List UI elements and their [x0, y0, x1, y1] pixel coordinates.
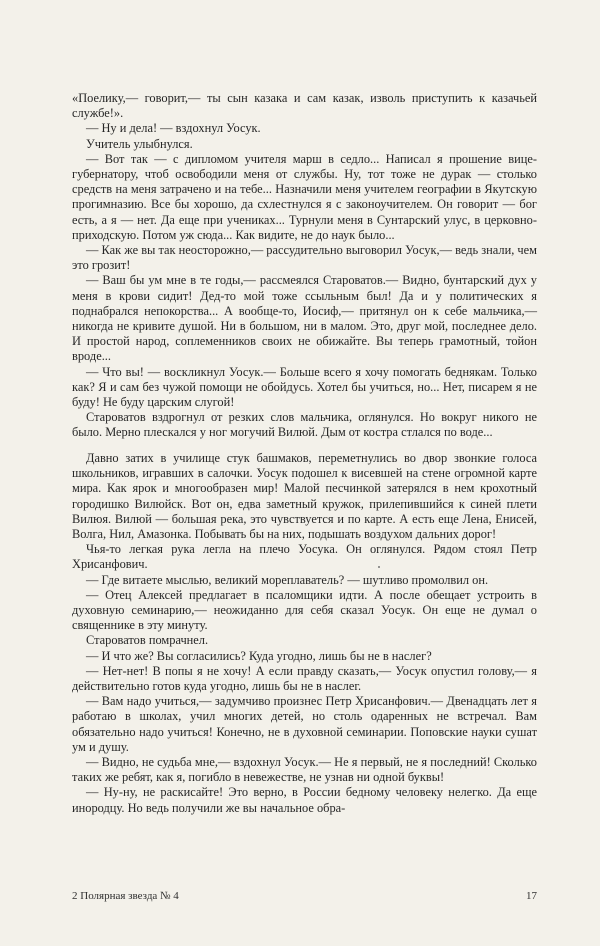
paragraph: — Что вы! — воскликнул Уосук.— Больше всего я хочу помогать беднякам. Только как? Я и сам без чужой помощи не обойдусь. Хотел бы учиться, но... Нет, писарем я не буду! Не буду царским слугой! — [72, 364, 537, 410]
paragraph: — Вам надо учиться,— задумчиво произнес Петр Хрисанфович.— Двенадцать лет я работаю в школах, учил многих детей, но столь одаренных не встречал. Вам обязательно надо учиться! Конечно, не в духовной семинарии. Поповские науки сушат ум и душу. — [72, 694, 537, 754]
paragraph: Чья-то легкая рука легла на плечо Уосука. Он оглянулся. Рядом стоял Петр Хрисанфович. — [72, 542, 537, 572]
printer-signature: 2 Полярная звезда № 4 — [72, 890, 179, 902]
text-section-2 — [72, 451, 537, 816]
paragraph: — Ну и дела! — вздохнул Уосук. — [86, 121, 261, 136]
text-section-1 — [72, 91, 537, 441]
paragraph: — Вот так — с дипломом учителя марш в седло... Написал я прошение вице-губернатору, чтоб освободили меня от службы. Ну, тот тоже не дурак — столько средств на меня затрачено и на тебе... Назначили меня учителем географии в Якутскую прогимназию. Все бы хорошо, да схлестнулся я с законоучителем. Он говорит — бог есть, а я — нет. Да еще при учениках... Турнули меня в Сунтарский улус, в церковно-приходскую. Потом уж сюда... Как видите, не до наук было... — [72, 151, 537, 242]
paragraph: — Отец Алексей предлагает в псаломщики идти. А после обещает устроить в духовную семинарию,— неожиданно для себя сказал Уосук. Он еще не думал о священнике в эту минуту. — [72, 587, 537, 633]
paragraph: — Где витаете мыслью, великий мореплаватель? — шутливо промолвил он. — [86, 572, 489, 587]
print-speck — [378, 566, 380, 568]
paragraph: Давно затих в училище стук башмаков, переметнулись во двор звонкие голоса школьников, игравших в салочки. Уосук подошел к висевшей на стене огромной карте мира. Как ярок и многообразен мир! Малой песчинкой затерялся в нем крохотный городишко Вилюйск. Вот он, едва заметный кружок, прилепившийся к синей плети Вилюя. Вилюй — большая река, это чувствуется и по карте. А есть еще Лена, Енисей, Волга, Нил, Амазонка. Побывать бы на них, подышать воздухом дальних дорог! — [72, 451, 537, 542]
page-footer — [72, 890, 537, 906]
paragraph: — Видно, не судьба мне,— вздохнул Уосук.— Не я первый, не я последний! Сколько таких же ребят, как я, погибло в невежестве, не узнав ни одной буквы! — [72, 755, 537, 785]
paragraph: — Ваш бы ум мне в те годы,— рассмеялся Староватов.— Видно, бунтарский дух у меня в крови сидит! Дед-то мой тоже ссыльным был! Да и у политических я поднабрался непокорства... А вообще-то, Иосиф,— притянул он к себе мальчика,— никогда не кривите душой. Ни в большом, ни в малом. Это, друг мой, последнее дело. И простой народ, соплеменников своих не обижайте. Вы теперь грамотный, тойон вроде... — [72, 273, 537, 364]
paragraph: — Нет-нет! В попы я не хочу! А если правду сказать,— Уосук опустил голову,— я действительно готов куда угодно, лишь бы не в наслег. — [72, 663, 537, 694]
page-number: 17 — [526, 890, 537, 902]
paragraph: Староватов помрачнел. — [86, 633, 209, 648]
paragraph: «Поелику,— говорит,— ты сын казака и сам казак, изволь приступить к казачьей службе!». — [72, 91, 537, 121]
paragraph: — И что же? Вы согласились? Куда угодно, лишь бы не в наслег? — [86, 648, 432, 663]
paragraph: — Как же вы так неосторожно,— рассудительно выговорил Уосук,— ведь знали, чем это грозит! — [72, 243, 537, 273]
paragraph: — Ну-ну, не раскисайте! Это верно, в России бедному человеку нелегко. Да еще инородцу. Но ведь получили же вы начальное обра- — [72, 785, 537, 815]
paragraph: Староватов вздрогнул от резких слов мальчика, оглянулся. Но вокруг никого не было. Мерно плескался у ног могучий Вилюй. Дым от костра стлался по воде... — [72, 410, 537, 440]
paragraph: Учитель улыбнулся. — [86, 136, 193, 151]
